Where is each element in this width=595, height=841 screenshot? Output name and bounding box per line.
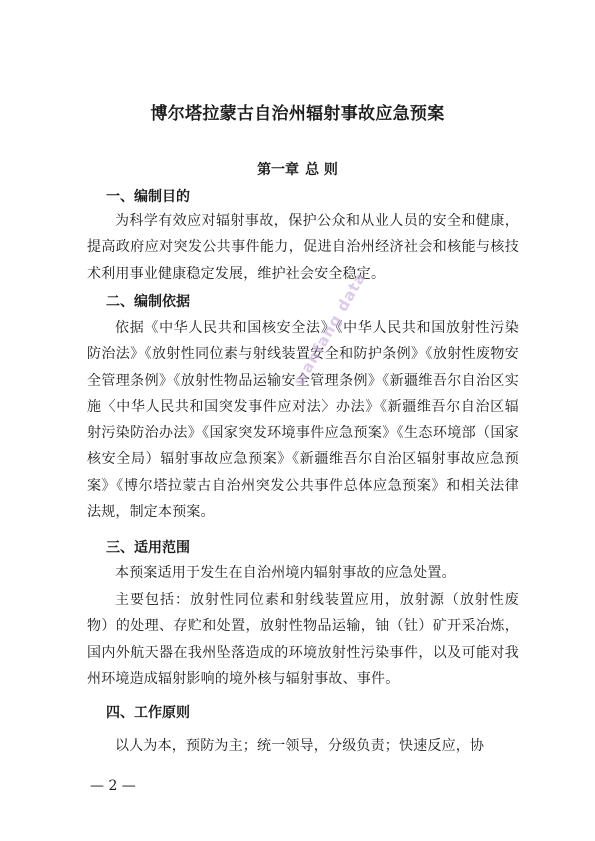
document-title: 博尔塔拉蒙古自治州辐射事故应急预案 [150, 104, 445, 124]
page-number: — 2 — [90, 778, 136, 794]
section-heading-principles: 四、工作原则 [106, 705, 190, 721]
section-heading-purpose: 一、编制目的 [106, 189, 190, 205]
section-heading-scope: 三、适用范围 [106, 540, 190, 556]
chapter-number: 第一章 [257, 162, 300, 178]
paragraph-basis: 依据《中华人民共和国核安全法》《中华人民共和国放射性污染防治法》《放射性同位素与射线装置安全和防护条例》《放射性废物安全管理条例》《放射性物品运输安全管理条例》《新疆维吾尔自治区实施〈中华人民共和国突发事件应对法〉办法》《新疆维吾尔自治区辐射污染防治办法》《国家突发环境事件应急预案》《生态环境部（国家核安全局）辐射事故应急预案》《新疆维吾尔自治区辐射事故应急预案》《博尔塔拉蒙古自治州突发公共事件总体应急预案》和相关法律法规，制定本预案。 [87, 320, 519, 521]
paragraph-scope-intro: 本预案适用于发生在自治州境内辐射事故的应急处置。 [115, 565, 456, 581]
chapter-name: 总 则 [305, 162, 338, 178]
paragraph-scope-details: 主要包括：放射性同位素和射线装置应用，放射源（放射性废物）的处理、存贮和处置，放射性物品运输，铀（钍）矿开采冶炼，国内外航天器在我州坠落造成的环境放射性污染事件，以及可能对我州环境造成辐射影响的境外核与辐射事故、事件。 [87, 592, 519, 687]
paragraph-principles: 以人为本，预防为主；统一领导，分级负责；快速反应，协 [115, 738, 485, 754]
chapter-heading [0, 160, 595, 180]
section-heading-basis: 二、编制依据 [106, 294, 190, 310]
watermark: wanfang data [290, 269, 370, 389]
paragraph-purpose: 为科学有效应对辐射事故，保护公众和从业人员的安全和健康，提高政府应对突发公共事件能力，促进自治州经济社会和核能与核技术利用事业健康稳定发展，维护社会安全稳定。 [87, 213, 519, 282]
